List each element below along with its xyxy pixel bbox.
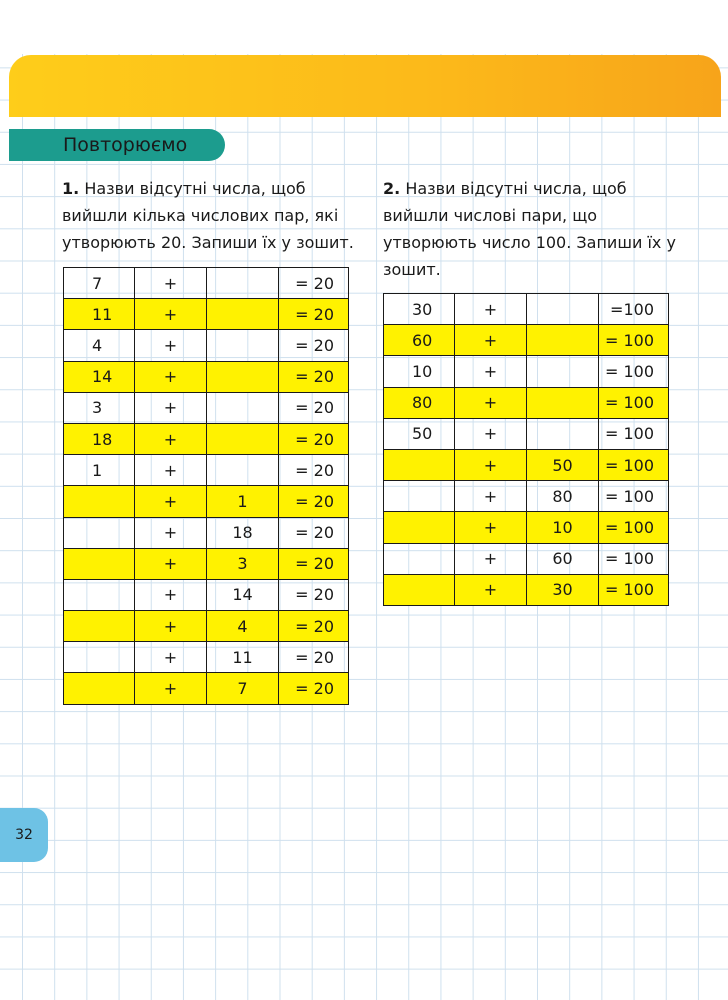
result-cell: = 20 [279, 361, 349, 392]
result-cell: =100 [599, 294, 669, 325]
result-cell: = 20 [279, 611, 349, 642]
second-addend-cell [207, 361, 279, 392]
second-addend-cell [207, 423, 279, 454]
table-row [64, 548, 349, 579]
header-banner [9, 55, 721, 117]
operator-cell: + [135, 611, 207, 642]
second-addend-cell [207, 455, 279, 486]
task-1-text: Назви відсутні числа, щоб вийшли кілька числових пар, які утворюють 20. Запиши їх у зошит. [62, 179, 354, 252]
table-row [64, 611, 349, 642]
result-cell: = 20 [279, 548, 349, 579]
operator-cell: + [135, 330, 207, 361]
result-cell: = 20 [279, 392, 349, 423]
first-addend-cell: 60 [384, 325, 455, 356]
result-cell: = 100 [599, 481, 669, 512]
section-title: Повторюємо [9, 129, 225, 161]
second-addend-cell [207, 299, 279, 330]
table-row [384, 574, 669, 605]
second-addend-cell [207, 330, 279, 361]
task-2-prompt [383, 175, 683, 283]
second-addend-cell: 80 [527, 481, 599, 512]
operator-cell: + [135, 548, 207, 579]
first-addend-cell [64, 548, 135, 579]
table-row [64, 361, 349, 392]
table-row [384, 325, 669, 356]
first-addend-cell [64, 642, 135, 673]
operator-cell: + [135, 673, 207, 704]
operator-cell: + [455, 512, 527, 543]
second-addend-cell [527, 387, 599, 418]
task-1-number: 1. [62, 179, 80, 198]
operator-cell: + [135, 642, 207, 673]
result-cell: = 100 [599, 325, 669, 356]
result-cell: = 20 [279, 486, 349, 517]
result-cell: = 20 [279, 423, 349, 454]
table-row [64, 268, 349, 299]
result-cell: = 20 [279, 517, 349, 548]
first-addend-cell: 3 [64, 392, 135, 423]
table-row [64, 673, 349, 704]
first-addend-cell [64, 611, 135, 642]
top-margin [0, 0, 728, 54]
second-addend-cell: 50 [527, 449, 599, 480]
operator-cell: + [135, 579, 207, 610]
table-row [384, 543, 669, 574]
table-row [64, 423, 349, 454]
table-row [64, 455, 349, 486]
task-1-table [63, 267, 349, 705]
table-row [384, 387, 669, 418]
table-row [384, 418, 669, 449]
operator-cell: + [135, 268, 207, 299]
second-addend-cell: 30 [527, 574, 599, 605]
first-addend-cell: 18 [64, 423, 135, 454]
table-row [64, 392, 349, 423]
operator-cell: + [455, 449, 527, 480]
first-addend-cell [384, 574, 455, 605]
result-cell: = 100 [599, 356, 669, 387]
first-addend-cell [384, 512, 455, 543]
first-addend-cell: 30 [384, 294, 455, 325]
second-addend-cell: 7 [207, 673, 279, 704]
table-row [384, 294, 669, 325]
result-cell: = 100 [599, 543, 669, 574]
result-cell: = 100 [599, 512, 669, 543]
first-addend-cell: 4 [64, 330, 135, 361]
result-cell: = 20 [279, 268, 349, 299]
first-addend-cell [384, 543, 455, 574]
operator-cell: + [455, 574, 527, 605]
table-row [64, 579, 349, 610]
second-addend-cell [527, 325, 599, 356]
first-addend-cell [64, 517, 135, 548]
result-cell: = 20 [279, 673, 349, 704]
first-addend-cell [64, 673, 135, 704]
second-addend-cell: 18 [207, 517, 279, 548]
table-row [64, 486, 349, 517]
page-number: 32 [0, 808, 48, 862]
operator-cell: + [135, 455, 207, 486]
first-addend-cell: 11 [64, 299, 135, 330]
first-addend-cell: 10 [384, 356, 455, 387]
result-cell: = 20 [279, 642, 349, 673]
second-addend-cell: 11 [207, 642, 279, 673]
operator-cell: + [455, 325, 527, 356]
table-row [384, 356, 669, 387]
second-addend-cell [527, 418, 599, 449]
task-2-text: Назви відсутні числа, щоб вийшли числові пари, що утворюють число 100. Запиши їх у зошит. [383, 179, 676, 279]
table-row [384, 512, 669, 543]
first-addend-cell [384, 449, 455, 480]
table-row [64, 642, 349, 673]
result-cell: = 100 [599, 387, 669, 418]
table-row [64, 299, 349, 330]
first-addend-cell: 7 [64, 268, 135, 299]
operator-cell: + [135, 486, 207, 517]
operator-cell: + [455, 294, 527, 325]
result-cell: = 100 [599, 449, 669, 480]
first-addend-cell [64, 486, 135, 517]
operator-cell: + [455, 387, 527, 418]
second-addend-cell: 4 [207, 611, 279, 642]
operator-cell: + [135, 361, 207, 392]
first-addend-cell: 1 [64, 455, 135, 486]
operator-cell: + [135, 299, 207, 330]
task-2-table [383, 293, 669, 606]
result-cell: = 20 [279, 299, 349, 330]
result-cell: = 20 [279, 330, 349, 361]
second-addend-cell: 1 [207, 486, 279, 517]
operator-cell: + [455, 543, 527, 574]
result-cell: = 100 [599, 574, 669, 605]
second-addend-cell: 10 [527, 512, 599, 543]
first-addend-cell: 14 [64, 361, 135, 392]
task-2-number: 2. [383, 179, 401, 198]
second-addend-cell [207, 268, 279, 299]
first-addend-cell [384, 481, 455, 512]
second-addend-cell [527, 294, 599, 325]
first-addend-cell: 50 [384, 418, 455, 449]
table-row [64, 330, 349, 361]
table-row [384, 449, 669, 480]
result-cell: = 20 [279, 579, 349, 610]
result-cell: = 100 [599, 418, 669, 449]
second-addend-cell: 3 [207, 548, 279, 579]
second-addend-cell [527, 356, 599, 387]
operator-cell: + [135, 423, 207, 454]
second-addend-cell [207, 392, 279, 423]
operator-cell: + [135, 392, 207, 423]
table-row [384, 481, 669, 512]
first-addend-cell: 80 [384, 387, 455, 418]
first-addend-cell [64, 579, 135, 610]
operator-cell: + [455, 481, 527, 512]
operator-cell: + [455, 356, 527, 387]
operator-cell: + [135, 517, 207, 548]
result-cell: = 20 [279, 455, 349, 486]
task-1-prompt [62, 175, 362, 256]
second-addend-cell: 14 [207, 579, 279, 610]
second-addend-cell: 60 [527, 543, 599, 574]
operator-cell: + [455, 418, 527, 449]
table-row [64, 517, 349, 548]
